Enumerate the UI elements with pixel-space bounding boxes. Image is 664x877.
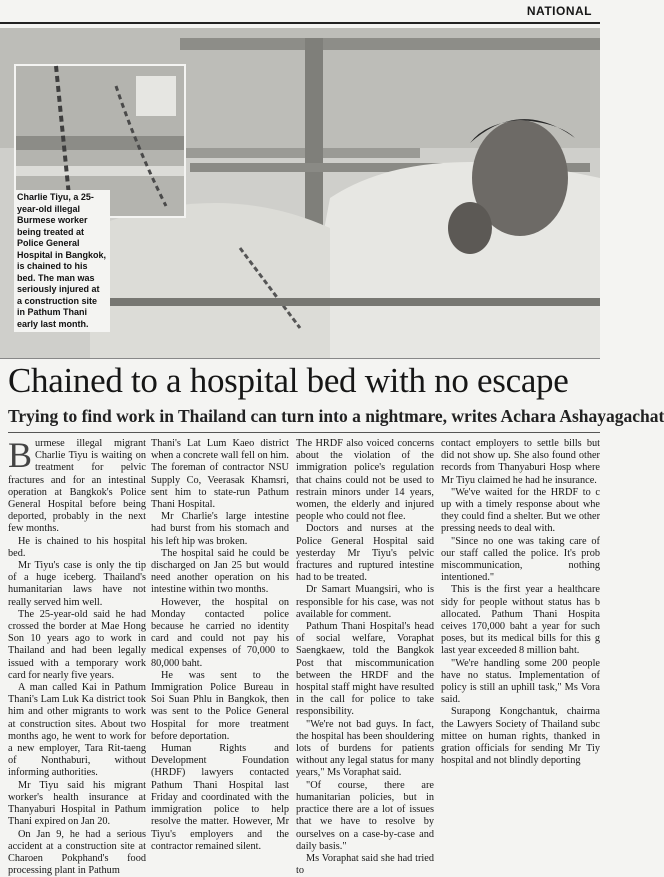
paragraph: He is chained to his hospital bed. — [8, 536, 146, 560]
article-column-1 — [8, 438, 146, 734]
paragraph: Mr Tiyu's case is only the tip of a huge iceberg. Thailand's humanitarian laws have not really served him well. — [8, 560, 146, 609]
paragraph: Mr Tiyu said his migrant worker's health insurance at Thanyaburi Hospital in Pathum Thani expired on Jan 20. — [8, 780, 146, 829]
paragraph: Ms Voraphat said she had tried to — [296, 853, 434, 877]
paragraph: The 25-year-old said he had crossed the border at Mae Hong Son 10 years ago to work in Thailand and had been legally issued with a temporary work card for nearly five years. — [8, 609, 146, 682]
dropcap: B — [8, 438, 35, 470]
paragraph: Mr Charlie's large intestine had burst from his stomach and his left hip was broken. — [151, 511, 289, 548]
paragraph: Human Rights and Development Foundation (HRDF) lawyers contacted Pathum Thani Hospital last Friday and coordinated with the immigration police to help resolve the matter. However, Mr Tiyu's employers and the contractor remained silent. — [151, 743, 289, 853]
paragraph: Doctors and nurses at the Police General Hospital said yesterday Mr Tiyu's pelvic fractures and ruptured intestine had to be treated. — [296, 523, 434, 584]
paragraph: Surapong Kongchantuk, chairma the Lawyers Society of Thailand subc mittee on human rights, thanked in gration officials for sending Mr Tiy hospital and not blindly deporting — [441, 706, 600, 767]
paragraph: The HRDF also voiced concerns about the violation of the immigration police's regulation that chains could not be used to restrain minors under 14 years, women, the elderly and injured people who could not flee. — [296, 438, 434, 523]
paragraph: The hospital said he could be discharged on Jan 25 but would need another operation on his intestine within two months. — [151, 548, 289, 597]
section-label: NATIONAL — [527, 4, 592, 18]
paragraph: contact employers to settle bills but did not show up. She also found other records from Thanyaburi Hosp where Mr Tiyu claimed he had he insurance. — [441, 438, 600, 487]
deck — [8, 406, 608, 427]
paragraph: "We're not bad guys. In fact, the hospital has been shouldering lots of burdens for patients without any legal status for many years," Ms Voraphat said. — [296, 719, 434, 780]
photo-caption: Charlie Tiyu, a 25-year-old illegal Burmese worker being treated at Police General Hospital in Bangkok, is chained to his bed. The man was seriously injured at a construction site in Pathum Thani early last month. — [14, 190, 110, 332]
paragraph: "Since no one was taking care of our staff called the police. It's prob miscommunication, nothing intentioned." — [441, 536, 600, 585]
article-column-4 — [441, 438, 600, 734]
byline: Achara Ashayagachat — [501, 406, 664, 426]
paragraph: On Jan 9, he had a serious accident at a construction site at Charoen Pokphand's food processing plant in Pathum — [8, 829, 146, 877]
paragraph: This is the first year a healthcare sidy for people without status has b allocated. Pathum Thani Hospita ceives 170,000 baht a year for such poses, but its medical bills for this g last year exceeded 8 million baht. — [441, 584, 600, 657]
paragraph: urmese illegal migrant Charlie Tiyu is waiting on treatment for pelvic fractures and for an intestinal operation at Bangkok's Police General Hospital before being deported, probably in the next few months. — [8, 438, 146, 536]
paragraph: "We've waited for the HRDF to c up with a timely response about whe they could find a shelter. But we other pressing needs to deal with. — [441, 487, 600, 536]
paragraph: Pathum Thani Hospital's head of social welfare, Voraphat Saengkaew, told the Bangkok Post that miscommunication between the HRDF and the hospital staff might have resulted in the call for police to take responsibility. — [296, 621, 434, 719]
deck-text: Trying to find work in Thailand can turn into a nightmare, writes — [8, 406, 501, 426]
paragraph: "Of course, there are humanitarian policies, but in practice there are a lot of issues that we have to resolve by ourselves on a case-by-case and daily basis." — [296, 780, 434, 853]
article-column-3 — [296, 438, 434, 734]
paragraph: A man called Kai in Pathum Thani's Lam Luk Ka district took him and other migrants to work at construction sites. About two months ago, he went to work for a new employer, Tara Rit-taeng of Nonthaburi, without informing authorities. — [8, 682, 146, 780]
section-rule — [0, 22, 600, 24]
headline: Chained to a hospital bed with no escape — [8, 360, 608, 402]
paragraph: Thani's Lat Lum Kaeo district when a concrete wall fell on him. The foreman of contractor NSU Supply Co, Veerasak Khamsri, sent him to state-run Pathum Thani Hospital. — [151, 438, 289, 511]
article-column-2 — [151, 438, 289, 734]
deck-rule — [8, 432, 600, 433]
paragraph: "We're handling some 200 people have no status. Implementation of policy is still an uphill task," Ms Vora said. — [441, 658, 600, 707]
paragraph: Dr Samart Muangsiri, who is responsible for his case, was not available for comment. — [296, 584, 434, 621]
paragraph: However, the hospital on Monday contacted police because he carried no identity card and could not pay his medical expenses of 70,000 to 80,000 baht. — [151, 597, 289, 670]
paragraph: He was sent to the Immigration Police Bureau in Soi Suan Phlu in Bangkok, then was sent to the Police General Hospital for more treatment before deportation. — [151, 670, 289, 743]
